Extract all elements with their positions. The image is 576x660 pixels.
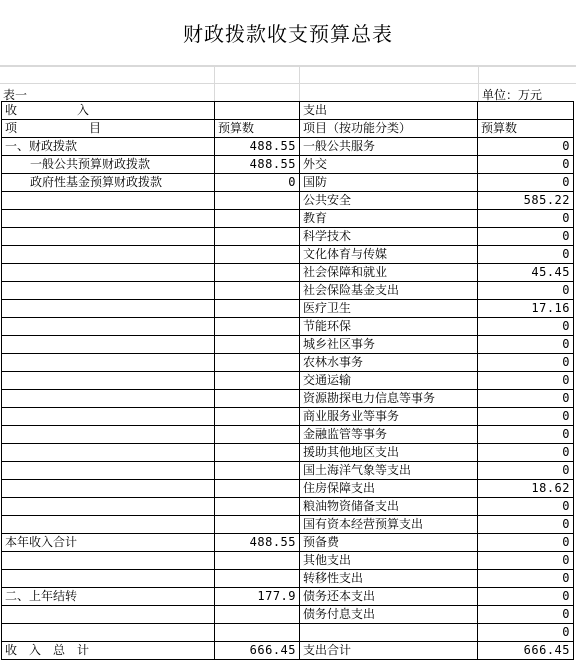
table-row [2, 570, 574, 588]
expense-item-cell [300, 624, 478, 642]
income-item-cell [2, 516, 215, 534]
income-value-cell [215, 192, 300, 210]
table-row [2, 534, 574, 552]
table-row [2, 210, 574, 228]
income-value-cell [215, 246, 300, 264]
expense-item-cell: 一般公共服务 [300, 138, 478, 156]
income-value-cell [215, 408, 300, 426]
grid-line [0, 66, 576, 67]
expense-value-cell: 0 [478, 552, 574, 570]
table-row [2, 300, 574, 318]
income-item-cell: 收 入 总 计 [2, 642, 215, 660]
expense-item-cell: 节能环保 [300, 318, 478, 336]
income-item-cell [2, 624, 215, 642]
income-value-cell [215, 480, 300, 498]
table-number: 表一 [3, 88, 28, 102]
expense-value-cell: 585.22 [478, 192, 574, 210]
income-item-cell: 政府性基金预算财政拨款 [2, 174, 215, 192]
income-value-cell [215, 624, 300, 642]
expense-item-cell: 金融监管等事务 [300, 426, 478, 444]
expense-item-cell: 文化体育与传媒 [300, 246, 478, 264]
expense-value-cell: 0 [478, 210, 574, 228]
header-row-1 [2, 102, 574, 120]
table-row [2, 318, 574, 336]
expense-item-cell: 预备费 [300, 534, 478, 552]
table-row [2, 354, 574, 372]
table-row [2, 156, 574, 174]
table-row [2, 606, 574, 624]
expense-item-cell: 债务付息支出 [300, 606, 478, 624]
income-value-cell [215, 228, 300, 246]
expense-value-cell: 0 [478, 570, 574, 588]
income-value-cell [215, 336, 300, 354]
income-item-cell [2, 552, 215, 570]
expense-item-cell: 粮油物资储备支出 [300, 498, 478, 516]
expense-value-cell: 0 [478, 444, 574, 462]
grid-line [0, 83, 576, 84]
table-row [2, 390, 574, 408]
income-value-cell [215, 354, 300, 372]
income-item-cell [2, 498, 215, 516]
income-item-cell: 本年收入合计 [2, 534, 215, 552]
income-value-cell: 488.55 [215, 534, 300, 552]
income-item-cell [2, 192, 215, 210]
income-item-cell [2, 426, 215, 444]
expense-item-cell: 支出合计 [300, 642, 478, 660]
expense-value-cell: 0 [478, 156, 574, 174]
table-row [2, 642, 574, 660]
income-item-cell [2, 408, 215, 426]
table-row [2, 282, 574, 300]
income-item-cell [2, 246, 215, 264]
income-item-cell [2, 480, 215, 498]
table-row [2, 228, 574, 246]
income-item-cell [2, 444, 215, 462]
expense-item-cell: 社会保障和就业 [300, 264, 478, 282]
expense-value-cell: 0 [478, 516, 574, 534]
income-value-cell: 488.55 [215, 156, 300, 174]
expense-value-cell: 0 [478, 336, 574, 354]
income-value-cell [215, 390, 300, 408]
expense-value-cell: 0 [478, 354, 574, 372]
table-row [2, 498, 574, 516]
expense-item-cell: 公共安全 [300, 192, 478, 210]
expense-value-cell: 0 [478, 624, 574, 642]
table-row [2, 372, 574, 390]
income-value-cell [215, 372, 300, 390]
income-item-cell [2, 336, 215, 354]
income-item-cell [2, 462, 215, 480]
grid-line [299, 66, 300, 101]
page-title: 财政拨款收支预算总表 [0, 0, 576, 66]
budget-header-2: 预算数 [478, 120, 574, 138]
table-row [2, 426, 574, 444]
expense-value-cell: 0 [478, 588, 574, 606]
income-item-cell [2, 606, 215, 624]
expense-value-cell: 0 [478, 462, 574, 480]
table-row [2, 408, 574, 426]
income-header: 收 入 [2, 102, 215, 120]
expense-item-cell: 住房保障支出 [300, 480, 478, 498]
income-item-cell: 一、财政拨款 [2, 138, 215, 156]
income-item-cell [2, 570, 215, 588]
expense-value-cell: 0 [478, 138, 574, 156]
table-row [2, 588, 574, 606]
expense-item-cell: 国防 [300, 174, 478, 192]
expense-value-cell: 0 [478, 282, 574, 300]
expense-item-cell: 援助其他地区支出 [300, 444, 478, 462]
income-item-cell [2, 264, 215, 282]
expense-value-cell: 0 [478, 534, 574, 552]
expense-value-cell: 45.45 [478, 264, 574, 282]
expense-item-cell: 社会保险基金支出 [300, 282, 478, 300]
income-value-cell: 0 [215, 174, 300, 192]
expense-item-cell: 科学技术 [300, 228, 478, 246]
expense-item-cell: 国土海洋气象等支出 [300, 462, 478, 480]
grid-line [214, 66, 215, 101]
income-item-cell: 二、上年结转 [2, 588, 215, 606]
expense-value-cell: 0 [478, 426, 574, 444]
expense-header: 支出 [300, 102, 478, 120]
expense-value-cell: 0 [478, 390, 574, 408]
income-value-cell [215, 426, 300, 444]
income-item-cell [2, 282, 215, 300]
income-value-cell: 488.55 [215, 138, 300, 156]
expense-value-cell: 0 [478, 174, 574, 192]
expense-item-cell: 国有资本经营预算支出 [300, 516, 478, 534]
expense-value-cell: 666.45 [478, 642, 574, 660]
table-row [2, 264, 574, 282]
income-value-cell [215, 570, 300, 588]
table-row [2, 138, 574, 156]
table-row [2, 444, 574, 462]
income-value-cell [215, 552, 300, 570]
budget-header: 预算数 [215, 120, 300, 138]
expense-item-cell: 其他支出 [300, 552, 478, 570]
income-value-cell [215, 516, 300, 534]
income-value-cell [215, 498, 300, 516]
grid-line [478, 66, 479, 101]
table-row [2, 516, 574, 534]
income-value-cell [215, 210, 300, 228]
expense-value-cell: 0 [478, 246, 574, 264]
expense-item-cell: 资源勘探电力信息等事务 [300, 390, 478, 408]
income-value-cell: 666.45 [215, 642, 300, 660]
expense-value-cell: 0 [478, 606, 574, 624]
income-item-cell [2, 300, 215, 318]
income-item-cell [2, 210, 215, 228]
expense-value-cell: 0 [478, 372, 574, 390]
expense-item-cell: 教育 [300, 210, 478, 228]
table-row [2, 552, 574, 570]
expense-item-cell: 债务还本支出 [300, 588, 478, 606]
expense-value-cell: 0 [478, 228, 574, 246]
table-row [2, 624, 574, 642]
expense-item-cell: 农林水事务 [300, 354, 478, 372]
expense-item-cell: 商业服务业等事务 [300, 408, 478, 426]
income-value-cell [215, 606, 300, 624]
income-value-cell [215, 264, 300, 282]
expense-value-cell: 17.16 [478, 300, 574, 318]
expense-item-cell: 转移性支出 [300, 570, 478, 588]
income-value-cell [215, 282, 300, 300]
income-value-cell [215, 318, 300, 336]
expense-value-cell: 18.62 [478, 480, 574, 498]
expense-item-cell: 医疗卫生 [300, 300, 478, 318]
table-row [2, 246, 574, 264]
income-value-cell [215, 462, 300, 480]
budget-table [1, 101, 574, 660]
income-item-cell [2, 318, 215, 336]
expense-item-cell: 城乡社区事务 [300, 336, 478, 354]
income-item-cell [2, 228, 215, 246]
expense-value-cell: 0 [478, 498, 574, 516]
income-item-cell: 一般公共预算财政拨款 [2, 156, 215, 174]
item-header: 项 目 [2, 120, 215, 138]
table-row [2, 462, 574, 480]
income-value-cell [215, 444, 300, 462]
unit-label: 单位：万元 [482, 88, 543, 102]
table-row [2, 192, 574, 210]
income-item-cell [2, 354, 215, 372]
header-row-2 [2, 120, 574, 138]
expense-item-cell: 交通运输 [300, 372, 478, 390]
expense-value-cell: 0 [478, 408, 574, 426]
income-item-cell [2, 372, 215, 390]
table-row [2, 174, 574, 192]
income-value-cell: 177.9 [215, 588, 300, 606]
func-item-header: 项目（按功能分类） [300, 120, 478, 138]
table-row [2, 336, 574, 354]
expense-item-cell: 外交 [300, 156, 478, 174]
expense-value-cell: 0 [478, 318, 574, 336]
income-value-cell [215, 300, 300, 318]
income-item-cell [2, 390, 215, 408]
table-row [2, 480, 574, 498]
